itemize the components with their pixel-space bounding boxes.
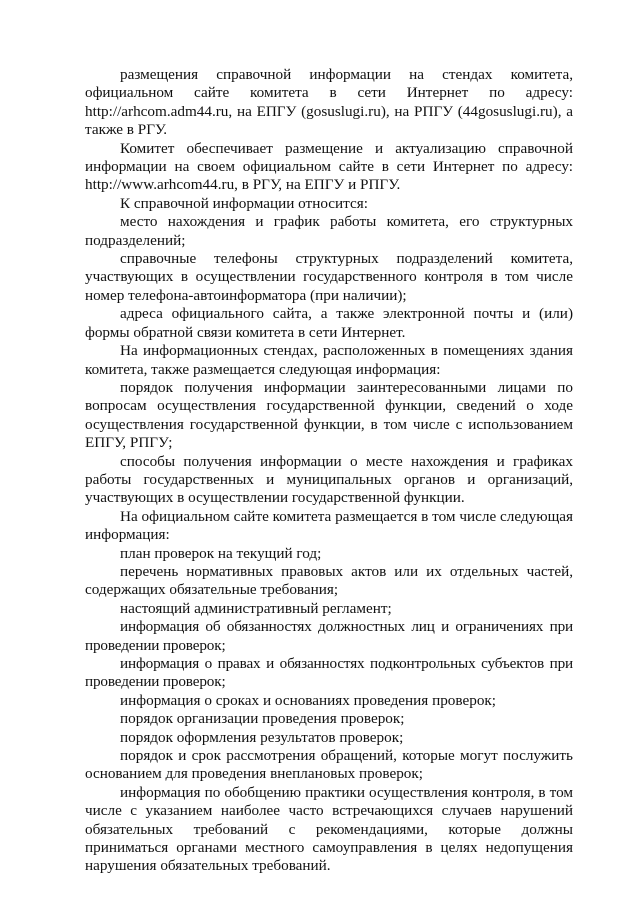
list-item-legal-acts: перечень нормативных правовых актов или их отдельных частей, содержащих обязательные требования; (85, 562, 573, 599)
paragraph-website-intro: На официальном сайте комитета размещается в том числе следующая информация: (85, 507, 573, 544)
paragraph-info-placement: размещения справочной информации на стендах комитета, официальном сайте комитета в сети Интернет по адресу: http://arhcom.adm44.ru, на ЕПГУ (gosuslugi.ru), на РПГУ (44gosuslugi.ru), а также в РГУ. (85, 66, 573, 139)
list-item-official-duties: информация об обязанностях должностных лиц и ограничениях при проведении проверок; (85, 618, 573, 654)
list-item-regulation: настоящий административный регламент; (120, 599, 392, 617)
list-item-inspection-plan: план проверок на текущий год; (120, 544, 322, 562)
list-item-location-schedule: место нахождения и график работы комитета, его структурных подразделений; (85, 213, 573, 249)
list-item-phones: справочные телефоны структурных подразделений комитета, участвующих в осуществлении государственного контроля в том числе номер телефона-автоинформатора (при наличии); (85, 250, 573, 304)
paragraph-reference-info-intro: К справочной информации относится: (120, 194, 368, 212)
paragraph-website-update: Комитет обеспечивает размещение и актуализацию справочной информации на своем официальном сайте в сети Интернет по адресу: http://www.arhcom44.ru, в РГУ, на ЕПГУ и РПГУ. (85, 139, 573, 194)
list-item-obtaining-info: порядок получения информации заинтересованными лицами по вопросам осуществления государственной функции, сведений о ходе осуществления государственной функции, в том числе с использованием ЕПГУ, РПГУ; (85, 378, 573, 452)
list-item-appeals: порядок и срок рассмотрения обращений, которые могут послужить основанием для проведения внеплановых проверок; (85, 747, 573, 783)
list-item-practice-summary: информация по обобщению практики осуществления контроля, в том числе с указанием наиболее часто встречающихся случаев нарушений обязательных требований с рекомендациями, которые должны приниматься органами местного самоуправления в целях недопущения нарушения обязательных требований. (85, 783, 573, 875)
list-item-subject-rights: информация о правах и обязанностях подконтрольных субъектов при проведении проверок; (85, 655, 573, 691)
list-item-terms: информация о сроках и основаниях проведения проверок; (120, 691, 497, 709)
list-item-addresses: адреса официального сайта, а также электронной почты и (или) формы обратной связи комитета в сети Интернет. (85, 305, 573, 341)
list-item-organization: порядок организации проведения проверок; (120, 710, 405, 728)
document-page (85, 66, 573, 876)
list-item-results: порядок оформления результатов проверок; (120, 728, 404, 746)
paragraph-stands-intro: На информационных стендах, расположенных в помещениях здания комитета, также размещается следующая информация: (85, 342, 573, 378)
list-item-methods: способы получения информации о месте нахождения и графиках работы государственных и муниципальных органов и организаций, участвующих в осуществлении государственной функции. (85, 452, 573, 507)
